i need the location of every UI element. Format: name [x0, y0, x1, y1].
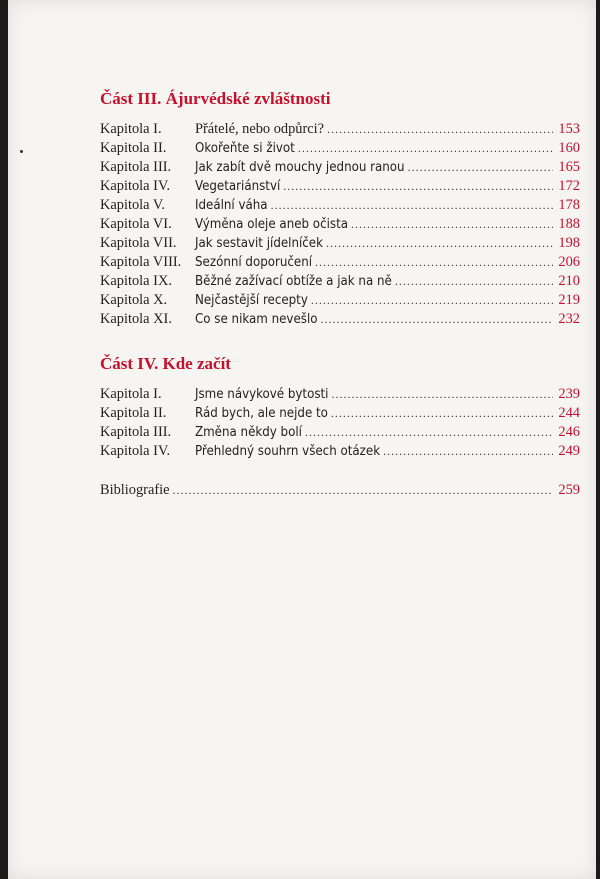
part-3-chapter-list	[100, 120, 580, 329]
toc-row[interactable]	[100, 120, 580, 139]
toc-row[interactable]	[100, 253, 580, 272]
part-3-title: Část III. Ájurvédské zvláštnosti	[100, 89, 331, 108]
chapter-label: Kapitola VIII.	[100, 254, 182, 270]
dot-leader	[311, 291, 553, 310]
dot-leader	[321, 310, 554, 329]
toc-row[interactable]	[100, 385, 580, 404]
toc-row[interactable]	[100, 442, 580, 461]
bibliography-row[interactable]	[100, 481, 580, 500]
part-4-chapter-list	[100, 385, 580, 461]
chapter-title: Jak sestavit jídelníček	[195, 236, 323, 251]
chapter-title: Nejčastější recepty	[195, 293, 308, 308]
chapter-page-number: 246	[558, 424, 580, 440]
dot-leader	[331, 404, 553, 423]
bibliography-title: Bibliografie	[100, 482, 170, 498]
chapter-page-number: 249	[558, 443, 580, 459]
chapter-page-number: 160	[558, 140, 580, 156]
chapter-page-number: 206	[558, 254, 580, 270]
chapter-title: Ideální váha	[195, 198, 268, 213]
dot-leader	[305, 423, 553, 442]
dot-leader	[326, 234, 553, 253]
chapter-page-number: 232	[558, 311, 580, 327]
dot-leader	[327, 120, 553, 139]
chapter-title: Vegetariánství	[195, 179, 281, 194]
chapter-title: Přátelé, nebo odpůrci?	[195, 121, 325, 137]
toc-row[interactable]	[100, 272, 580, 291]
toc-row[interactable]	[100, 234, 580, 253]
chapter-label: Kapitola I.	[100, 121, 162, 137]
chapter-page-number: 165	[558, 159, 580, 175]
chapter-title: Výměna oleje aneb očista	[195, 217, 348, 232]
dot-leader	[173, 481, 553, 500]
toc-row[interactable]	[100, 215, 580, 234]
dot-leader	[351, 215, 553, 234]
chapter-label: Kapitola V.	[100, 197, 166, 213]
chapter-title: Jsme návykové bytosti	[195, 387, 329, 402]
chapter-page-number: 198	[558, 235, 580, 251]
chapter-page-number: 178	[558, 197, 580, 213]
dot-leader	[408, 158, 553, 177]
dot-leader	[383, 442, 553, 461]
toc-row[interactable]	[100, 291, 580, 310]
chapter-title: Přehledný souhrn všech otázek	[195, 444, 381, 459]
chapter-title: Jak zabít dvě mouchy jednou ranou	[195, 160, 405, 175]
dot-leader	[315, 253, 553, 272]
dot-leader	[331, 385, 553, 404]
chapter-label: Kapitola II.	[100, 140, 167, 156]
dot-leader	[283, 177, 553, 196]
chapter-label: Kapitola X.	[100, 292, 168, 308]
chapter-title: Běžné zažívací obtíže a jak na ně	[195, 274, 392, 289]
chapter-page-number: 172	[558, 178, 580, 194]
chapter-label: Kapitola XI.	[100, 311, 172, 327]
chapter-title: Okořeňte si život	[195, 141, 295, 156]
chapter-title: Změna někdy bolí	[195, 425, 302, 440]
chapter-page-number: 219	[558, 292, 580, 308]
chapter-page-number: 210	[558, 273, 580, 289]
toc-row[interactable]	[100, 139, 580, 158]
chapter-label: Kapitola II.	[100, 405, 167, 421]
book-page	[8, 0, 596, 879]
chapter-label: Kapitola IX.	[100, 273, 172, 289]
dot-leader	[395, 272, 553, 291]
bibliography-page-number: 259	[558, 482, 580, 498]
chapter-page-number: 153	[558, 121, 580, 137]
chapter-title: Co se nikam nevešlo	[195, 312, 318, 327]
toc-row[interactable]	[100, 404, 580, 423]
part-4-title: Část IV. Kde začít	[100, 354, 231, 373]
toc-row[interactable]	[100, 158, 580, 177]
dot-leader	[271, 196, 553, 215]
chapter-label: Kapitola III.	[100, 424, 172, 440]
chapter-label: Kapitola VII.	[100, 235, 177, 251]
toc-row[interactable]	[100, 177, 580, 196]
chapter-title: Sezónní doporučení	[195, 255, 313, 270]
chapter-page-number: 244	[558, 405, 580, 421]
chapter-title: Rád bych, ale nejde to	[195, 406, 328, 421]
toc-row[interactable]	[100, 196, 580, 215]
chapter-label: Kapitola IV.	[100, 443, 171, 459]
page-speck	[20, 150, 23, 153]
toc-row[interactable]	[100, 310, 580, 329]
chapter-page-number: 239	[558, 386, 580, 402]
chapter-label: Kapitola I.	[100, 386, 162, 402]
dot-leader	[298, 139, 553, 158]
table-of-contents	[100, 86, 580, 500]
chapter-label: Kapitola III.	[100, 159, 172, 175]
chapter-page-number: 188	[558, 216, 580, 232]
chapter-label: Kapitola VI.	[100, 216, 172, 232]
chapter-label: Kapitola IV.	[100, 178, 171, 194]
toc-row[interactable]	[100, 423, 580, 442]
